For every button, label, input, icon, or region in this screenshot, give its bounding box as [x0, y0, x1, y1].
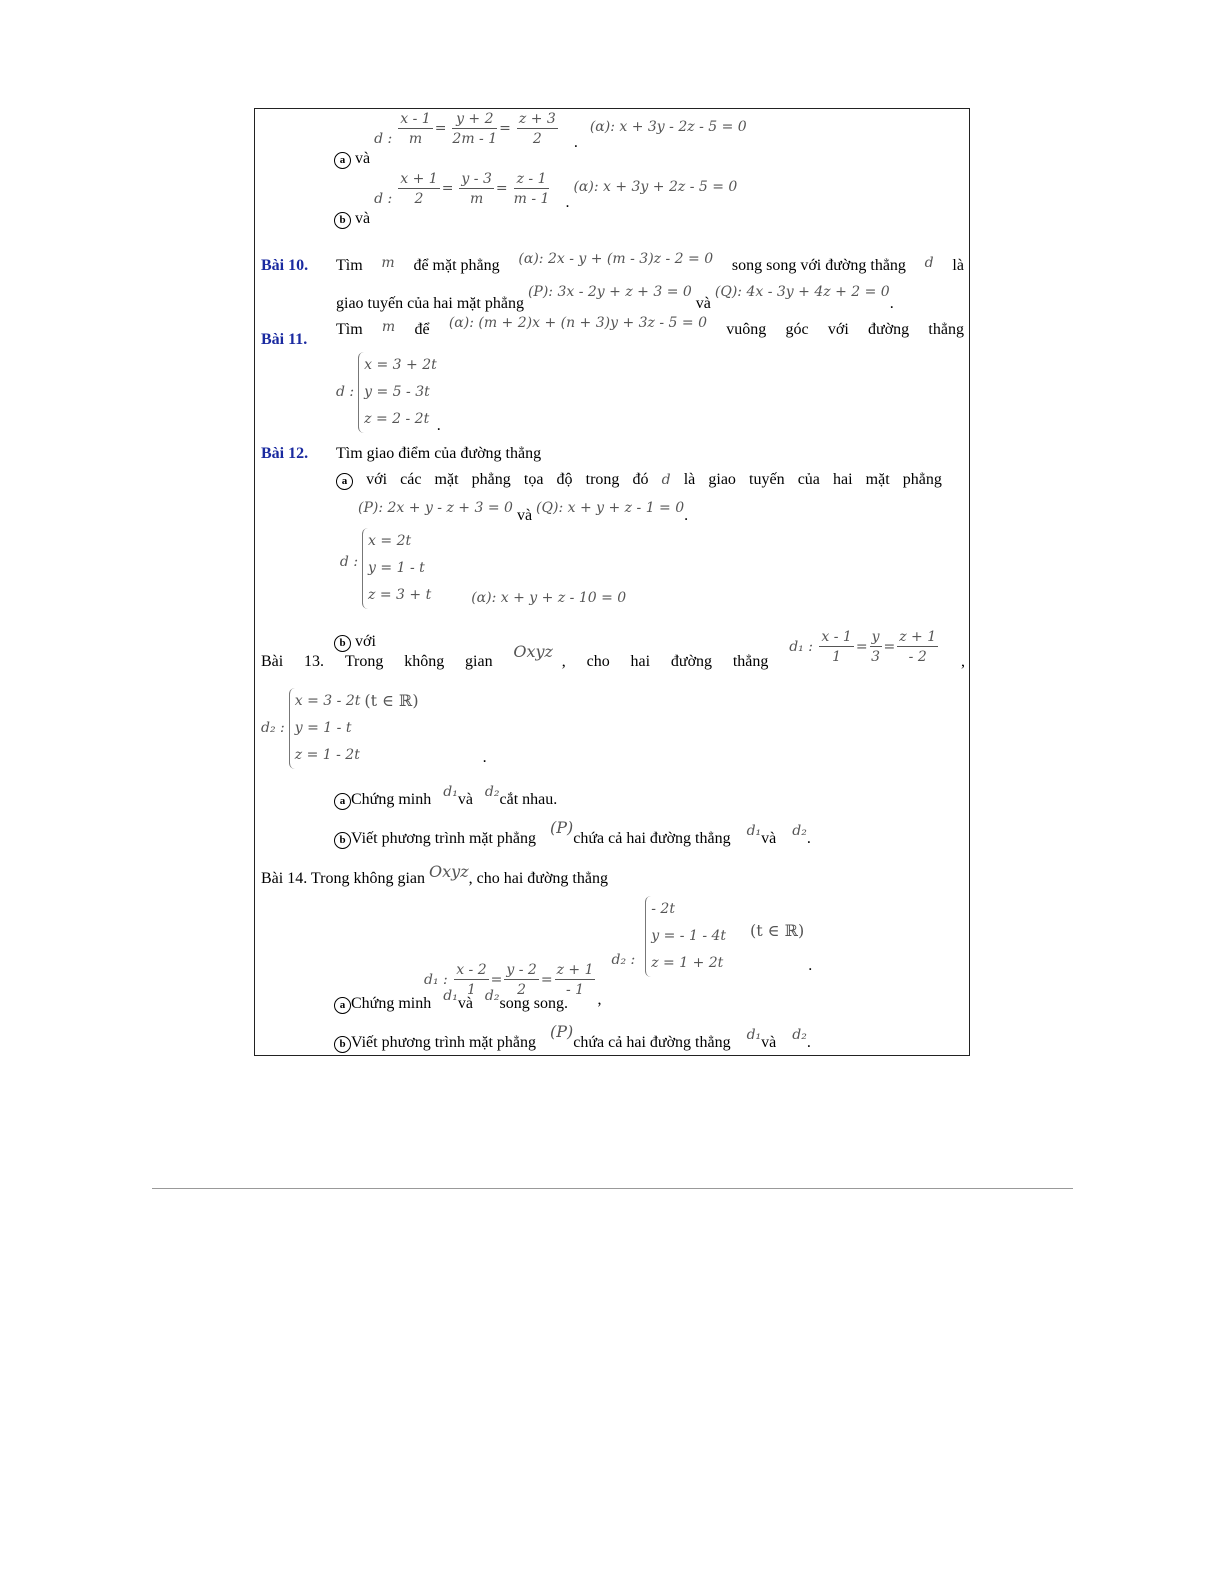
oxyz-space: Oxyz: [513, 642, 553, 661]
circle-b-icon: b: [334, 832, 351, 849]
va-text: và: [355, 209, 371, 227]
parametric-system: x = 3 + 2t y = 5 - 3t z = 2 - 2t: [358, 352, 437, 433]
plane-q: (Q): x + y + z - 1 = 0: [536, 500, 685, 516]
line-d: d: [661, 472, 671, 488]
bai14-line1: Bài 14. Trong không gian Oxyz, cho hai đường thẳng: [261, 862, 608, 887]
plane-p: (P): 2x + y - z + 3 = 0: [358, 500, 513, 516]
parametric-system: x = 2t y = 1 - t z = 3 + t: [362, 528, 431, 609]
bai14-part-a: a Chứng minh d₁và d₂song song.: [334, 996, 568, 1014]
fraction: $\frac{x - 1}{m}$: [400, 111, 431, 147]
line-d1-equation: d₁ : $\frac{x - 2}{1}$ = $\frac{y - 2}{2}$ = $\frac{z + 1}{- 1}$: [424, 962, 594, 999]
plane-alpha: (α): (m + 2)x + (n + 3)y + 3z - 5 = 0: [448, 315, 707, 331]
plane-p: (P): 3x - 2y + z + 3 = 0: [527, 284, 692, 300]
param-m: m: [381, 255, 395, 271]
circle-b-icon: b: [334, 1036, 351, 1053]
bai11-line1: Tìm m để (α): (m + 2)x + (n + 3)y + 3z - 5 = 0 vuông góc với đường thẳng: [336, 315, 964, 338]
page-divider: [152, 1188, 1073, 1189]
circle-a-icon: a: [334, 793, 351, 810]
bai13-part-b: b Viết phương trình mặt phẳng (P)chứa cả hai đường thẳng d₁và d₂.: [334, 830, 811, 849]
bai12-part-a-line1: a với các mặt phẳng tọa độ trong đó d là giao tuyến của hai mặt phẳng: [336, 472, 942, 490]
plane-alpha: (α): x + 3y + 2z - 5 = 0: [573, 178, 738, 195]
bai9-part-a: a và d : $\frac{x - 1}{m}$ = $\frac{y + 2}{2m - 1}$ = $\frac{z + 3}{2}$ . (α): x + 3y - 2z - 5 = 0: [334, 112, 747, 146]
oxyz-space: Oxyz: [429, 862, 469, 881]
bai11-label: Bài 11.: [261, 331, 308, 348]
plane-q: (Q): 4x - 3y + 4z + 2 = 0: [714, 284, 890, 300]
t-in-R: (t ∈ ℝ): [750, 921, 805, 941]
parametric-system: - 2t y = - 1 - 4t z = 1 + 2t: [645, 896, 726, 977]
bai13-part-a: a Chứng minh d₁và d₂cắt nhau.: [334, 792, 557, 810]
circle-a-icon: a: [334, 997, 351, 1014]
circle-b-icon: b: [334, 212, 351, 229]
fraction: $\frac{z - 1}{m - 1}$: [513, 171, 550, 207]
fraction: $\frac{x + 1}{2}$: [400, 171, 438, 207]
plane-alpha: (α): 2x - y + (m - 3)z - 2 = 0: [518, 251, 714, 267]
bai12-label: Bài 12.: [261, 445, 309, 462]
circle-a-icon: a: [334, 152, 351, 169]
fraction: $\frac{z + 3}{2}$: [518, 111, 556, 147]
fraction: $\frac{y - 3}{m}$: [461, 171, 492, 207]
bai14-equations: d₁ : $\frac{x - 2}{1}$ = $\frac{y - 2}{2}$ = $\frac{z + 1}{- 1}$ , d₂ : - 2t y = - 1 - 4t z = 1 + 2t (t ∈ ℝ) .: [424, 896, 812, 977]
bai13-line1: Bài 13. Trong không gian Oxyz , cho hai đường thẳng d₁ : $\frac{x - 1}{1}$ = $\frac{y}{3}$ = $\frac{z + 1}{- 2}$ ,: [261, 629, 965, 670]
t-in-R: (t ∈ ℝ): [364, 691, 419, 711]
bai10-line2: giao tuyến của hai mặt phẳng (P): 3x - 2y + z + 3 = 0 và (Q): 4x - 3y + 4z + 2 = 0.: [336, 284, 894, 312]
fraction: $\frac{y + 2}{2m - 1}$: [452, 111, 498, 147]
bai12-part-a-line2: (P): 2x + y - z + 3 = 0 và (Q): x + y + z - 1 = 0.: [358, 500, 689, 524]
param-m: m: [381, 319, 396, 335]
bai12-part-b: b với d : x = 2t y = 1 - t z = 3 + t (α): x + y + z - 10 = 0: [334, 530, 626, 611]
line-d-label: d :: [374, 190, 393, 207]
bai10-label: Bài 10.: [261, 257, 309, 274]
line-d1-equation: d₁ : $\frac{x - 1}{1}$ = $\frac{y}{3}$ = $\frac{z + 1}{- 2}$: [789, 629, 937, 665]
bai9-part-b: b và d : $\frac{x + 1}{2}$ = $\frac{y - 3}{m}$ = $\frac{z - 1}{m - 1}$ . (α): x + 3y + 2z - 5 = 0: [334, 172, 737, 206]
line-d-label: d :: [374, 130, 393, 147]
plane-p: (P): [550, 1022, 574, 1041]
circle-a-icon: a: [336, 473, 353, 490]
line-d: d: [924, 255, 934, 271]
bai12-intro: Tìm giao điểm của đường thẳng: [336, 445, 542, 462]
plane-p: (P): [550, 818, 574, 837]
plane-alpha: (α): x + y + z - 10 = 0: [471, 590, 627, 607]
bai11-system: d : x = 3 + 2t y = 5 - 3t z = 2 - 2t .: [336, 352, 441, 433]
bai13-d2-system: d₂ : x = 3 - 2t y = 1 - t z = 1 - 2t (t ∈ ℝ) .: [261, 688, 487, 769]
bai10-line1: Tìm m để mặt phẳng (α): 2x - y + (m - 3)z - 2 = 0 song song với đường thẳng d là: [336, 251, 964, 274]
va-text: và: [355, 149, 371, 167]
circle-b-icon: b: [334, 635, 351, 652]
parametric-system: x = 3 - 2t y = 1 - t z = 1 - 2t: [289, 688, 361, 769]
plane-alpha: (α): x + 3y - 2z - 5 = 0: [589, 118, 747, 135]
bai14-part-b: b Viết phương trình mặt phẳng (P)chứa cả hai đường thẳng d₁và d₂.: [334, 1034, 811, 1053]
